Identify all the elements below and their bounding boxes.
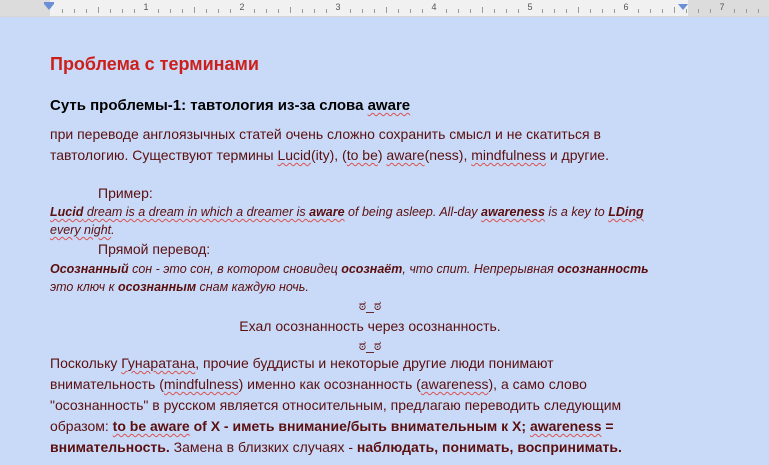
ruler-number: 2 xyxy=(239,2,245,12)
text-run: . xyxy=(111,223,115,237)
ruler-tick xyxy=(578,7,579,13)
ruler-tick xyxy=(86,9,87,13)
spell-flag[interactable]: aware xyxy=(367,97,411,114)
ruler-tick xyxy=(494,9,495,13)
text-run: ) xyxy=(377,147,387,163)
ruler-tick xyxy=(302,9,303,13)
ruler-tick xyxy=(734,9,735,13)
ruler-tick xyxy=(506,9,507,13)
text-run: (ity), ( xyxy=(310,147,347,163)
conclusion-line-4 xyxy=(50,416,614,437)
ruler-number: 4 xyxy=(431,2,437,12)
ruler-tick xyxy=(74,9,75,13)
text-run: (ness), xyxy=(424,147,472,163)
ruler-tick xyxy=(194,7,195,13)
spell-flag[interactable]: Lucid xyxy=(50,205,84,219)
text-run: Осознанный xyxy=(50,262,129,276)
ruler-tick xyxy=(290,7,291,13)
ruler-tick xyxy=(206,9,207,13)
ruler-number: 1 xyxy=(143,2,149,12)
ruler-tick xyxy=(710,9,711,13)
ruler-tick xyxy=(650,9,651,13)
spell-flag[interactable]: mindfulness xyxy=(471,147,546,163)
ruler-tick xyxy=(518,9,519,13)
translation-label: Прямой перевод: xyxy=(98,241,211,257)
ruler-tick xyxy=(362,9,363,13)
conclusion-line-2 xyxy=(50,374,587,395)
text-run: тавтологию. Существуют термины xyxy=(50,147,278,163)
ruler-right-margin xyxy=(688,0,769,16)
ruler-number: 5 xyxy=(527,2,533,12)
ruler-tick xyxy=(98,7,99,13)
ruler-tick xyxy=(662,9,663,13)
ruler-tick xyxy=(638,9,639,13)
ruler-tick xyxy=(482,7,483,13)
text-run: это ключ к xyxy=(50,280,118,294)
ruler-tick xyxy=(590,9,591,13)
spell-flag[interactable]: to be aware xyxy=(112,418,190,434)
ruler-tick xyxy=(614,9,615,13)
ruler-tick xyxy=(158,9,159,13)
intro-paragraph-line-1: при переводе англоязычных статей очень сложно сохранить смысл и не скатиться в xyxy=(50,126,601,142)
spell-flag[interactable]: aware xyxy=(386,147,425,163)
text-run: of being asleep. All-day xyxy=(344,205,482,219)
ruler-tick xyxy=(698,9,699,13)
ruler-tick xyxy=(122,9,123,13)
conclusion-line-5 xyxy=(50,437,622,458)
ruler-tick xyxy=(350,9,351,13)
text-run: dream is a dream in which a dreamer is xyxy=(83,205,310,219)
example-label: Пример: xyxy=(98,185,153,201)
text-run: сон - это сон, в котором сновидец xyxy=(128,262,342,276)
ruler-tick xyxy=(218,9,219,13)
emoticon-top: ಠ_ಠ xyxy=(358,297,382,313)
subheading xyxy=(50,97,410,114)
text-run: образом: xyxy=(50,418,113,434)
text-run: is a key to xyxy=(544,205,609,219)
ruler-tick xyxy=(566,9,567,13)
intro-paragraph-line-2 xyxy=(50,145,609,166)
ruler-tick xyxy=(470,9,471,13)
text-run: ) именно как осознанность ( xyxy=(238,376,421,392)
text-run: of X - иметь внимание/быть внимательным к X; xyxy=(189,418,530,434)
ruler-tick xyxy=(686,9,687,13)
ruler-tick xyxy=(446,9,447,13)
ruler-tick xyxy=(758,9,759,13)
ruler-tick xyxy=(182,9,183,13)
spell-flag[interactable]: awareness xyxy=(481,205,545,219)
ruler-tick xyxy=(386,7,387,13)
example-line-2 xyxy=(50,221,115,239)
text-run: внимательность ( xyxy=(50,376,164,392)
ruler-tick xyxy=(314,9,315,13)
ruler-tick xyxy=(62,9,63,13)
emoticon-bottom: ಠ_ಠ xyxy=(358,337,382,353)
ruler-tick xyxy=(746,9,747,13)
spell-flag[interactable]: to be xyxy=(346,147,378,163)
spell-flag[interactable]: Гунаратана xyxy=(121,355,196,371)
spell-flag[interactable]: awareness xyxy=(529,418,602,434)
example-line-1 xyxy=(50,203,644,221)
text-run: , что спит. Непрерывная xyxy=(402,262,558,276)
ruler-tick xyxy=(398,9,399,13)
ruler-tick xyxy=(230,9,231,13)
text-run: снам каждую ночь. xyxy=(196,280,309,294)
ruler-tick xyxy=(266,9,267,13)
text-run: ), а само слово xyxy=(488,376,587,392)
spell-flag[interactable]: LDing xyxy=(608,205,644,219)
ruler-number: 3 xyxy=(335,2,341,12)
text-run: , прочие буддисты и некоторые другие люди понимают xyxy=(195,355,554,371)
spell-flag[interactable]: Lucid xyxy=(277,147,311,163)
ruler[interactable] xyxy=(0,0,769,17)
subheading-text: Суть проблемы-1: тавтология из-за слова xyxy=(50,97,368,114)
heading: Проблема с терминами xyxy=(50,54,259,74)
text-run: Замена в близких случаях - xyxy=(169,439,357,455)
text-run: = xyxy=(601,418,614,434)
ruler-tick xyxy=(422,9,423,13)
ruler-tick xyxy=(410,9,411,13)
text-run: внимательность. xyxy=(50,439,170,455)
text-run: осознанным xyxy=(117,280,197,294)
ruler-tick xyxy=(134,9,135,13)
ruler-tick xyxy=(374,9,375,13)
translation-line-1 xyxy=(50,260,649,278)
conclusion-line-3: "осознанность" в русском является относительным, предлагаю переводить следующим xyxy=(50,397,622,413)
spell-flag[interactable]: awareness xyxy=(420,376,489,392)
ruler-tick xyxy=(554,9,555,13)
text-run: осознанность xyxy=(557,262,649,276)
text-run: осознаёт xyxy=(341,262,403,276)
ruler-number: 6 xyxy=(623,2,629,12)
ruler-tick xyxy=(254,9,255,13)
text-run: наблюдать, понимать, воспринимать. xyxy=(356,439,622,455)
ruler-tick xyxy=(170,9,171,13)
left-indent-marker[interactable] xyxy=(44,4,54,10)
spell-flag[interactable]: mindfulness xyxy=(163,376,239,392)
ruler-number: 7 xyxy=(719,2,725,12)
ruler-left-margin xyxy=(0,0,50,16)
ruler-tick xyxy=(110,9,111,13)
ruler-tick xyxy=(542,9,543,13)
ruler-tick xyxy=(278,9,279,13)
joke-line: Ехал осознанность через осознанность. xyxy=(239,318,501,334)
ruler-tick xyxy=(326,9,327,13)
text-run: Поскольку xyxy=(50,355,122,371)
text-run: и другие. xyxy=(545,147,609,163)
ruler-tick xyxy=(674,7,675,13)
spell-flag[interactable]: every night xyxy=(50,223,112,237)
spell-flag[interactable]: aware xyxy=(309,205,345,219)
translation-line-2 xyxy=(50,278,309,296)
ruler-tick xyxy=(602,9,603,13)
ruler-tick xyxy=(458,9,459,13)
conclusion-line-1 xyxy=(50,353,554,374)
